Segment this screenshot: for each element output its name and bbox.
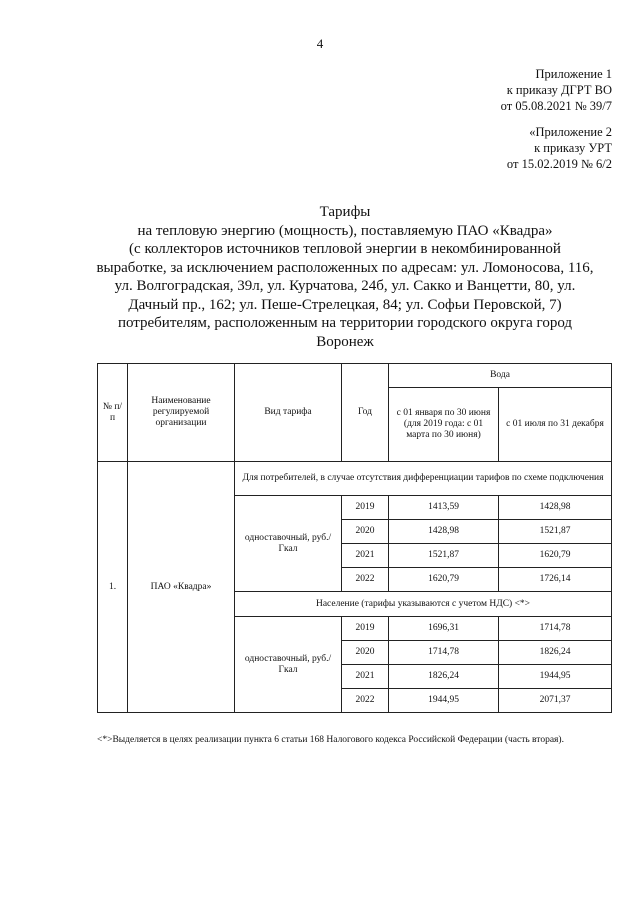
year-cell: 2021	[342, 544, 389, 568]
group-label: Для потребителей, в случае отсутствия дифференциации тарифов по схеме подключения	[235, 462, 612, 496]
value-cell: 1714,78	[389, 641, 499, 665]
table-header-row	[98, 364, 612, 388]
document-title	[60, 203, 630, 351]
year-cell: 2022	[342, 689, 389, 713]
year-cell: 2021	[342, 665, 389, 689]
value-cell: 1428,98	[499, 496, 612, 520]
appendix-1-line-3: от 05.08.2021 № 39/7	[500, 99, 612, 113]
year-cell: 2019	[342, 496, 389, 520]
tariff-type: одноставочный, руб./Гкал	[235, 617, 342, 713]
value-cell: 1521,87	[499, 520, 612, 544]
group-label: Население (тарифы указываются с учетом НДС) <*>	[235, 592, 612, 617]
value-cell: 1696,31	[389, 617, 499, 641]
header-period-1: с 01 января по 30 июня (для 2019 года: с 01 марта по 30 июня)	[389, 388, 499, 462]
year-cell: 2020	[342, 641, 389, 665]
header-water: Вода	[389, 364, 612, 388]
appendix-2-line-1: «Приложение 2	[529, 125, 612, 139]
value-cell: 1413,59	[389, 496, 499, 520]
header-tariff-type: Вид тарифа	[235, 364, 342, 462]
appendix-2-reference	[507, 124, 612, 172]
value-cell: 2071,37	[499, 689, 612, 713]
value-cell: 1826,24	[499, 641, 612, 665]
appendix-1-line-1: Приложение 1	[535, 67, 612, 81]
tariff-type: одноставочный, руб./Гкал	[235, 496, 342, 592]
row-number: 1.	[98, 462, 128, 713]
appendix-1-line-2: к приказу ДГРТ ВО	[506, 83, 612, 97]
year-cell: 2022	[342, 568, 389, 592]
appendix-2-line-3: от 15.02.2019 № 6/2	[506, 157, 612, 171]
value-cell: 1726,14	[499, 568, 612, 592]
title-line: (с коллекторов источников тепловой энергии в некомбинированной	[129, 241, 561, 257]
appendix-2-line-2: к приказу УРТ	[534, 141, 612, 155]
tariff-table	[97, 363, 612, 713]
title-line: на тепловую энергию (мощность), поставляемую ПАО «Квадра»	[137, 222, 553, 239]
value-cell: 1620,79	[389, 568, 499, 592]
table-row	[98, 462, 612, 496]
title-line: потребителям, расположенным на территории городского округа город	[117, 315, 573, 331]
organization-name: ПАО «Квадра»	[128, 462, 235, 713]
header-year: Год	[342, 364, 389, 462]
title-line: выработке, за исключением расположенных по адресам: ул. Ломоносова, 116,	[96, 259, 594, 276]
page-number: 4	[316, 36, 324, 51]
year-cell: 2020	[342, 520, 389, 544]
header-organization: Наименование регулируемой организации	[128, 364, 235, 462]
value-cell: 1944,95	[499, 665, 612, 689]
header-period-2: с 01 июля по 31 декабря	[499, 388, 612, 462]
value-cell: 1521,87	[389, 544, 499, 568]
title-line: ул. Волгоградская, 39л, ул. Курчатова, 24б, ул. Сакко и Ванцетти, 80, ул.	[114, 278, 576, 294]
year-cell: 2019	[342, 617, 389, 641]
value-cell: 1944,95	[389, 689, 499, 713]
title-heading: Тарифы	[319, 204, 371, 220]
value-cell: 1826,24	[389, 665, 499, 689]
value-cell: 1428,98	[389, 520, 499, 544]
value-cell: 1714,78	[499, 617, 612, 641]
footnote: <*>Выделяется в целях реализации пункта 6 статьи 168 Налогового кодекса Российской Федерации (часть вторая).	[97, 735, 564, 745]
header-num: № п/п	[98, 364, 128, 462]
appendix-1-reference	[501, 66, 612, 114]
value-cell: 1620,79	[499, 544, 612, 568]
title-line: Дачный пр., 162; ул. Пеше-Стрелецкая, 84; ул. Софьи Перовской, 7)	[128, 296, 562, 313]
title-line: Воронеж	[316, 333, 374, 350]
